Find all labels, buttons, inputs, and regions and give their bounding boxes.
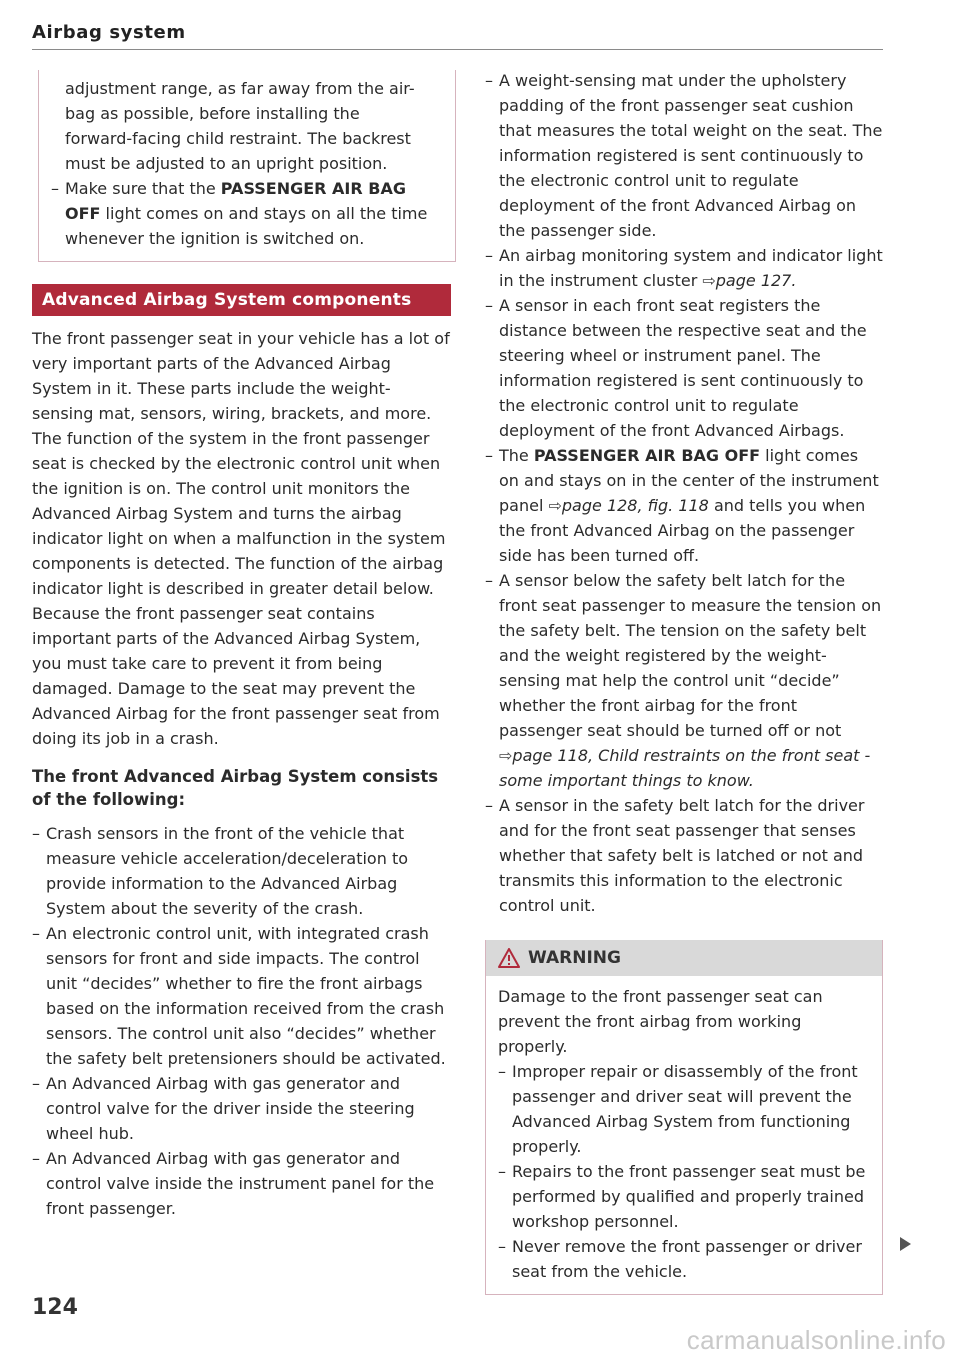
item-text: An airbag monitoring system and indicator light in the instrument cluster [499, 246, 883, 290]
list-item [485, 243, 883, 293]
header-divider [32, 49, 883, 50]
page-number: 124 [32, 1295, 78, 1320]
section-heading-bar: Advanced Airbag System components [32, 284, 451, 316]
warning-triangle-icon [498, 948, 520, 968]
warning-body [486, 976, 882, 1294]
list-item: – An electronic control unit, with integrated crash sensors for front and side impacts. The control unit “decides” whether to fire the front airbags based on the information received from the crash sensors. The control unit also “decides” whether the safety belt pretensioners should be activated. [32, 921, 452, 1071]
list-item [485, 443, 883, 568]
warning-list [498, 1059, 870, 1284]
box-list-item [51, 176, 445, 251]
box-item-suffix: light comes on and stays on all the time whenever the ignition is switched on. [65, 204, 428, 248]
box-line-3: forward-facing child restraint. The backrest [65, 129, 411, 148]
components-subheading: The front Advanced Airbag System consists of the following: [32, 767, 439, 809]
list-item [485, 568, 883, 793]
components-list-right [485, 68, 883, 918]
warning-header [486, 940, 882, 976]
list-item: – Never remove the front passenger or driver seat from the vehicle. [498, 1234, 870, 1284]
list-item: – Improper repair or disassembly of the front passenger and driver seat will prevent the Advanced Airbag System from functioning properly. [498, 1059, 870, 1159]
watermark: carmanualsonline.info [686, 1325, 946, 1355]
item-text: A sensor below the safety belt latch for the front seat passenger to measure the tension on the safety belt. The tension on the safety belt and the weight registered by the weight-sensing mat help the control unit “decide” whether the front airbag for the front passenger seat should be turned off or not [499, 571, 882, 740]
page-header-title: Airbag system [32, 22, 186, 43]
right-column [485, 68, 883, 1295]
page-reference-arrow-icon: ⇨ [499, 746, 513, 765]
page-reference-link[interactable]: page 127. [715, 271, 797, 290]
box-item-prefix: Make sure that the [65, 179, 221, 198]
section-paragraph: The front passenger seat in your vehicle has a lot of very important parts of the Advanced Airbag System in it. These parts include the weight-sensing mat, sensors, wiring, brackets, and more. The function of the system in the front passenger seat is checked by the electronic control unit when the ignition is on. The control unit monitors the Advanced Airbag System and turns the airbag indicator light on when a malfunction in the system components is detected. The function of the airbag indicator light is described in greater detail below. Because the front passenger seat contains important parts of the Advanced Airbag System, you must take care to prevent it from being damaged. Damage to the seat may prevent the Advanced Airbag for the front passenger seat from doing its job in a crash. [32, 329, 450, 748]
list-item: – An Advanced Airbag with gas generator and control valve inside the instrument panel for the front passenger. [32, 1146, 452, 1221]
box-line-2: bag as possible, before installing the [65, 104, 360, 123]
list-item: – An Advanced Airbag with gas generator and control valve for the driver inside the steering wheel hub. [32, 1071, 452, 1146]
page-reference-link[interactable]: page 118, Child restraints on the front seat - some important things to know. [499, 746, 871, 790]
warning-box [485, 940, 883, 1295]
item-text: and tells you when the front Advanced Airbag on the passenger side has been turned off. [499, 496, 866, 565]
list-item: – A sensor in each front seat registers the distance between the respective seat and the steering wheel or instrument panel. The information registered is sent continuously to the electronic control unit to regulate deployment of the front Advanced Airbags. [485, 293, 883, 443]
continue-arrow-icon [900, 1237, 911, 1251]
warning-title: WARNING [528, 948, 621, 968]
components-list-left [32, 821, 452, 1221]
page-reference-link[interactable]: page 128, fig. 118 [561, 496, 709, 515]
item-text: The [499, 446, 534, 465]
box-line-1: adjustment range, as far away from the air- [65, 79, 415, 98]
list-item: – A sensor in the safety belt latch for the driver and for the front seat passenger that senses whether that safety belt is latched or not and transmits this information to the electronic control unit. [485, 793, 883, 918]
continued-instruction-box [38, 70, 456, 262]
page-reference-arrow-icon: ⇨ [702, 271, 716, 290]
list-item: – A weight-sensing mat under the upholstery padding of the front passenger seat cushion that measures the total weight on the seat. The information registered is sent continuously to the electronic control unit to regulate deployment of the front Advanced Airbag on the passenger side. [485, 68, 883, 243]
passenger-airbag-off-label: PASSENGER AIR BAG OFF [533, 446, 761, 465]
item-text: light comes on and stays on in the center of the instrument panel [499, 446, 879, 515]
left-column [32, 70, 452, 1221]
box-list [51, 176, 445, 251]
page-reference-arrow-icon: ⇨ [548, 496, 562, 515]
box-line-4: must be adjusted to an upright position. [65, 154, 388, 173]
warning-intro: Damage to the front passenger seat can prevent the front airbag from working properly. [498, 987, 823, 1056]
list-item: – Repairs to the front passenger seat must be performed by qualified and properly trained workshop personnel. [498, 1159, 870, 1234]
passenger-airbag-off-label: PASSENGER AIR BAG OFF [65, 179, 406, 223]
list-item: – Crash sensors in the front of the vehicle that measure vehicle acceleration/deceleration to provide information to the Advanced Airbag System about the severity of the crash. [32, 821, 452, 921]
